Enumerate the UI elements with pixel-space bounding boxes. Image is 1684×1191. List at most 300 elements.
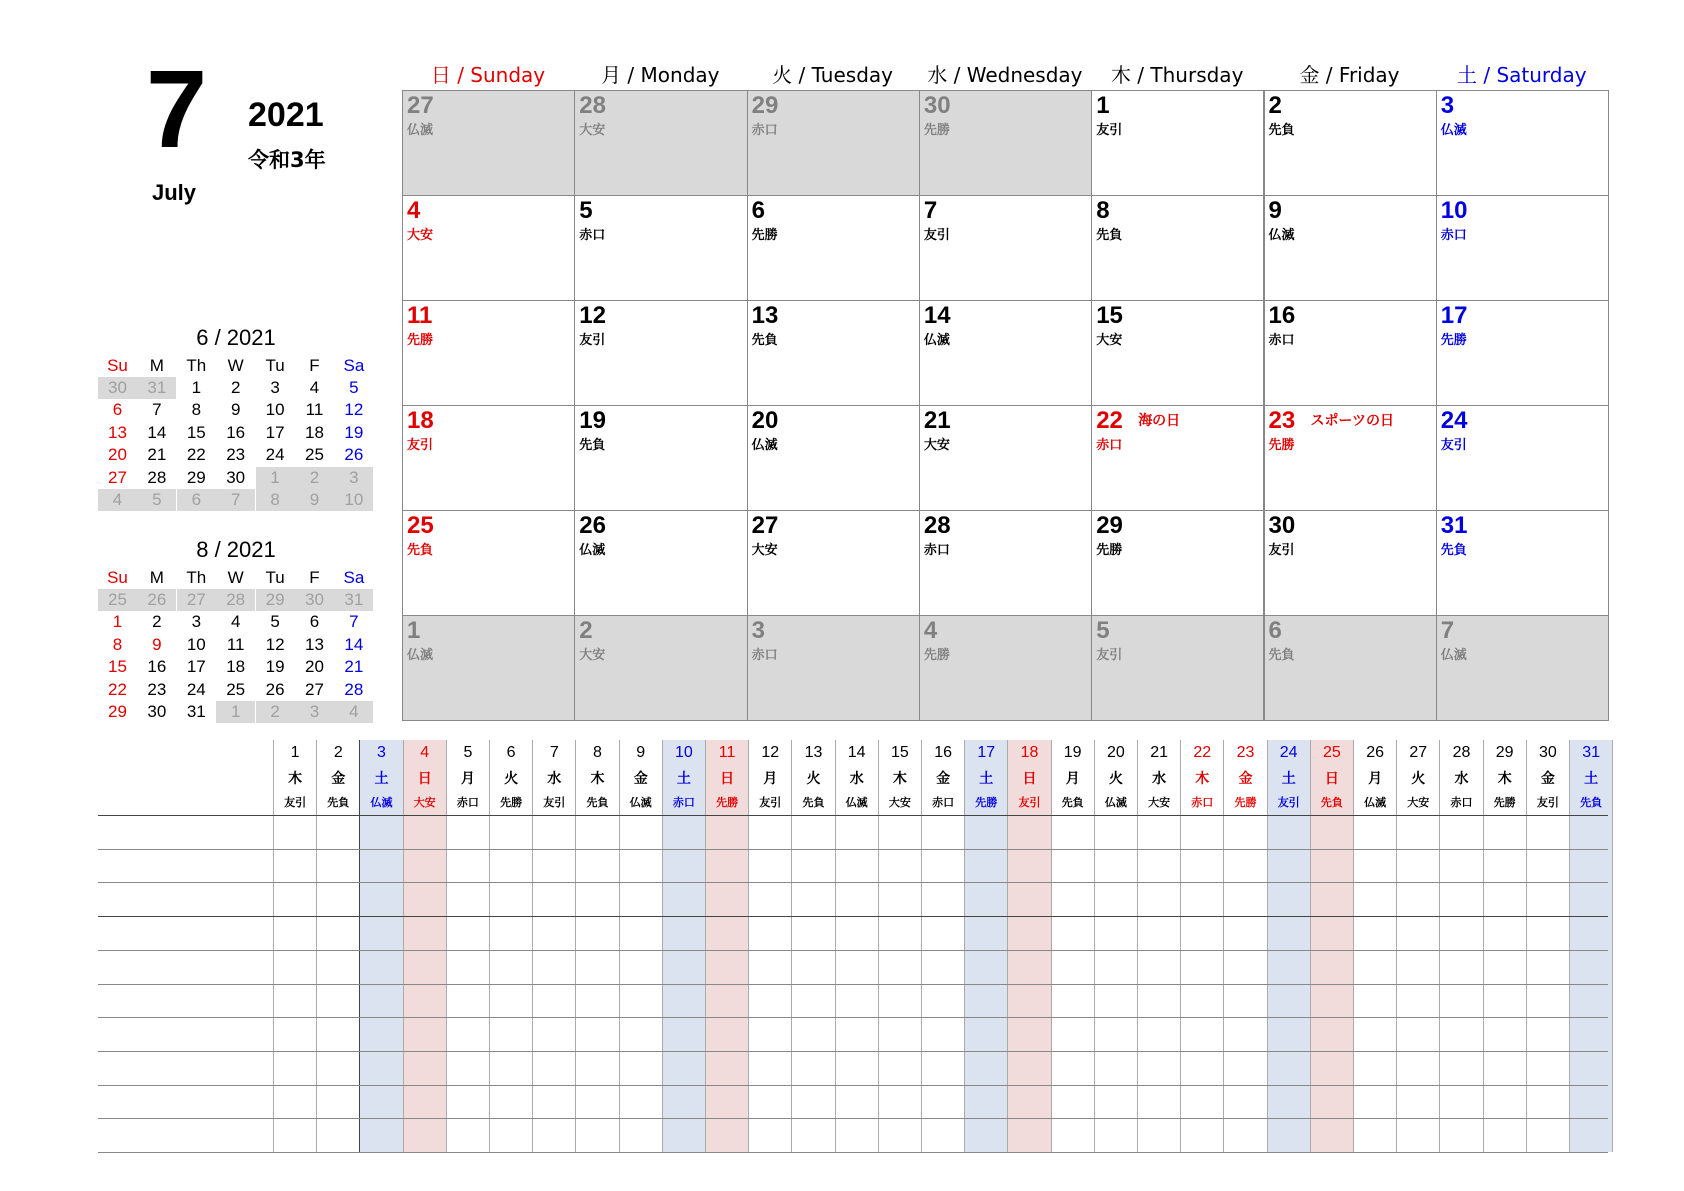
- rokuyo-label: 友引: [1440, 438, 1467, 453]
- rokuyo-label: 先勝: [407, 333, 434, 348]
- schedule-day-number: 30: [1538, 744, 1557, 761]
- rokuyo-label: 赤口: [1440, 228, 1467, 243]
- mini-weekday-label: W: [227, 568, 244, 587]
- rokuyo-label: 大安: [579, 123, 606, 138]
- day-cell[interactable]: [574, 195, 747, 301]
- schedule-rokuyo: 仏滅: [370, 796, 393, 809]
- mini-day: 7: [216, 489, 255, 511]
- weekday-header: 水 / Wednesday: [927, 63, 1083, 87]
- rokuyo-label: 先負: [1268, 123, 1295, 138]
- schedule-entry-row[interactable]: [98, 916, 1608, 950]
- mini-day: 28: [147, 467, 167, 487]
- mini-day: 7: [152, 400, 162, 420]
- mini-day: 4: [309, 378, 320, 397]
- schedule-entry-row[interactable]: [98, 1085, 1608, 1119]
- mini-day: 27: [108, 467, 127, 487]
- day-cell[interactable]: [1264, 195, 1437, 301]
- mini-day: 19: [265, 657, 285, 677]
- schedule-rokuyo: 友引: [1277, 796, 1300, 809]
- schedule-weekday: 金: [936, 771, 951, 787]
- mini-day: 16: [147, 657, 167, 677]
- day-number: 9: [1268, 197, 1282, 224]
- mini-day: 2: [230, 378, 241, 397]
- day-cell[interactable]: [402, 90, 575, 196]
- mini-weekday-label: M: [149, 568, 164, 587]
- weekday-header: 月 / Monday: [601, 63, 720, 87]
- schedule-day-number: 6: [506, 744, 516, 761]
- rokuyo-label: 先負: [1268, 648, 1295, 663]
- mini-day: 8: [112, 634, 123, 654]
- schedule-day-number: 19: [1063, 744, 1082, 761]
- day-number: 1: [1096, 92, 1110, 119]
- mini-day: 27: [305, 679, 324, 699]
- schedule-weekday: 土: [979, 771, 994, 787]
- schedule-rokuyo: 友引: [1018, 796, 1041, 809]
- holiday-name: スポーツの日: [1310, 413, 1394, 429]
- schedule-table: [98, 740, 1608, 1152]
- mini-day: 3: [270, 378, 280, 397]
- day-cell[interactable]: [402, 300, 575, 406]
- day-number: 30: [923, 92, 951, 119]
- day-number: 1: [407, 617, 421, 644]
- mini-day: 6: [309, 612, 320, 632]
- rokuyo-label: 大安: [751, 543, 778, 558]
- mini-weekday-label: Th: [186, 356, 207, 375]
- day-cell[interactable]: [1436, 195, 1609, 301]
- schedule-day-number: 20: [1106, 744, 1125, 761]
- schedule-day-number: 16: [934, 744, 952, 761]
- schedule-weekday: 日: [1324, 771, 1339, 787]
- day-cell[interactable]: [402, 405, 575, 511]
- day-cell[interactable]: [919, 510, 1092, 616]
- day-number: 25: [407, 512, 434, 539]
- schedule-day-number: 7: [549, 744, 559, 761]
- rokuyo-label: 赤口: [923, 543, 950, 558]
- day-number: 18: [407, 407, 434, 434]
- schedule-weekday: 土: [676, 771, 691, 787]
- schedule-row-line: [98, 1152, 1608, 1153]
- schedule-rokuyo: 赤口: [672, 796, 695, 809]
- rokuyo-label: 先勝: [1096, 543, 1123, 558]
- mini-day: 29: [186, 467, 206, 487]
- mini-day: 31: [186, 702, 206, 721]
- schedule-weekday: 月: [1368, 771, 1383, 787]
- mini-day: 21: [147, 445, 167, 465]
- day-cell[interactable]: [1091, 510, 1264, 616]
- schedule-rokuyo: 先勝: [1493, 796, 1516, 809]
- schedule-weekday: 木: [1497, 771, 1512, 787]
- day-number: 5: [579, 197, 593, 224]
- mini-day: 30: [295, 589, 334, 611]
- mini-day: 25: [305, 445, 324, 465]
- day-cell[interactable]: [1436, 615, 1609, 721]
- mini-day: 1: [256, 467, 295, 489]
- schedule-right-border: [1612, 740, 1613, 1152]
- month-name: July: [152, 180, 197, 205]
- day-number: 6: [751, 197, 765, 224]
- mini-weekday-label: M: [149, 356, 164, 375]
- schedule-weekday: 水: [1152, 771, 1167, 787]
- mini-day: 6: [177, 489, 216, 511]
- mini-day: 8: [191, 400, 202, 420]
- day-cell[interactable]: [1264, 300, 1437, 406]
- mini-day: 12: [265, 634, 285, 654]
- schedule-rokuyo: 先勝: [1234, 796, 1257, 809]
- day-cell[interactable]: [1091, 615, 1264, 721]
- mini-day: 30: [98, 377, 137, 399]
- mini-day: 23: [226, 445, 246, 465]
- mini-day: 14: [147, 422, 167, 442]
- mini-day: 4: [98, 489, 137, 511]
- mini-day: 2: [295, 467, 334, 489]
- mini-day: 9: [295, 489, 334, 511]
- day-cell[interactable]: [574, 405, 747, 511]
- schedule-day-number: 26: [1366, 744, 1384, 761]
- rokuyo-label: 先負: [1096, 228, 1123, 243]
- rokuyo-label: 赤口: [579, 228, 606, 243]
- rokuyo-label: 仏滅: [407, 123, 434, 138]
- day-cell[interactable]: [574, 615, 747, 721]
- day-number: 7: [923, 197, 938, 224]
- day-number: 14: [923, 302, 951, 329]
- mini-day: 4: [334, 701, 373, 723]
- day-number: 24: [1440, 407, 1468, 434]
- rokuyo-label: 赤口: [751, 648, 778, 663]
- schedule-day-number: 29: [1495, 744, 1514, 761]
- day-number: 3: [1440, 92, 1455, 119]
- mini-day: 5: [270, 612, 280, 632]
- day-number: 29: [1096, 512, 1123, 539]
- day-cell[interactable]: [1091, 300, 1264, 406]
- mini-day: 26: [265, 679, 285, 699]
- mini-calendar-title: 8 / 2021: [196, 537, 276, 562]
- schedule-rokuyo: 先勝: [975, 796, 998, 809]
- day-cell[interactable]: [747, 300, 920, 406]
- day-cell[interactable]: [747, 90, 920, 196]
- mini-day: 15: [108, 657, 127, 677]
- schedule-weekday: 日: [1022, 771, 1037, 787]
- schedule-weekday: 火: [806, 771, 821, 787]
- schedule-rokuyo: 赤口: [1191, 796, 1214, 809]
- rokuyo-label: 赤口: [751, 123, 778, 138]
- mini-weekday-label: Sa: [343, 356, 365, 375]
- schedule-day-number: 28: [1452, 744, 1471, 761]
- day-cell[interactable]: [919, 300, 1092, 406]
- mini-day: 3: [334, 467, 373, 489]
- day-cell[interactable]: [1436, 510, 1609, 616]
- schedule-weekday: 金: [331, 771, 346, 787]
- mini-day: 1: [112, 612, 123, 632]
- day-number: 17: [1440, 302, 1468, 329]
- weekday-header: 火 / Tuesday: [772, 63, 893, 87]
- rokuyo-label: 先勝: [1440, 333, 1467, 348]
- schedule-day-number: 11: [718, 744, 736, 761]
- schedule-day-number: 25: [1322, 744, 1341, 761]
- rokuyo-label: 赤口: [1268, 333, 1295, 348]
- mini-day: 11: [305, 400, 324, 420]
- day-number: 3: [751, 617, 765, 644]
- schedule-entry-row[interactable]: [98, 1017, 1608, 1051]
- schedule-day-number: 14: [847, 744, 866, 761]
- schedule-day-number: 2: [333, 744, 343, 761]
- rokuyo-label: 先勝: [923, 648, 950, 663]
- mini-weekday-label: Su: [107, 568, 128, 587]
- day-number: 31: [1440, 512, 1468, 539]
- mini-day: 1: [216, 701, 255, 723]
- schedule-entry-row[interactable]: [98, 1118, 1608, 1152]
- rokuyo-label: 先負: [407, 543, 434, 558]
- mini-weekday-label: W: [227, 356, 244, 375]
- day-cell[interactable]: [1264, 90, 1437, 196]
- schedule-entry-row[interactable]: [98, 984, 1608, 1018]
- rokuyo-label: 先勝: [751, 228, 778, 243]
- month-number: 7: [146, 48, 208, 171]
- schedule-weekday: 火: [1411, 771, 1426, 787]
- schedule-rokuyo: 大安: [1148, 796, 1171, 809]
- day-number: 28: [579, 92, 606, 119]
- schedule-rokuyo: 仏滅: [1104, 796, 1127, 809]
- mini-day: 6: [112, 400, 123, 420]
- day-cell[interactable]: [1264, 510, 1437, 616]
- schedule-rokuyo: 先負: [1580, 796, 1603, 809]
- schedule-rokuyo: 先負: [1320, 796, 1343, 809]
- day-cell[interactable]: [1264, 405, 1437, 511]
- weekday-header: 金 / Friday: [1299, 63, 1400, 87]
- mini-weekday-label: F: [309, 356, 320, 375]
- rokuyo-label: 友引: [407, 438, 434, 453]
- day-cell[interactable]: [574, 510, 747, 616]
- day-number: 4: [923, 617, 938, 644]
- rokuyo-label: 先負: [1440, 543, 1467, 558]
- schedule-rokuyo: 先負: [586, 796, 609, 809]
- mini-day: 27: [177, 589, 216, 611]
- mini-weekday-label: Th: [186, 568, 207, 587]
- day-number: 19: [579, 407, 606, 434]
- mini-day: 2: [152, 612, 162, 632]
- schedule-weekday: 木: [892, 771, 907, 787]
- month-grid: [402, 90, 1608, 720]
- schedule-rokuyo: 大安: [413, 796, 436, 809]
- schedule-weekday: 水: [547, 771, 562, 787]
- rokuyo-label: 友引: [923, 228, 950, 243]
- rokuyo-label: 先勝: [923, 123, 950, 138]
- schedule-rokuyo: 仏滅: [845, 796, 868, 809]
- schedule-day-number: 17: [977, 744, 996, 761]
- rokuyo-label: 仏滅: [751, 438, 778, 453]
- mini-day: 21: [344, 657, 364, 677]
- day-number: 23: [1268, 407, 1296, 434]
- rokuyo-label: 仏滅: [407, 648, 434, 663]
- schedule-day-number: 15: [890, 744, 909, 761]
- era-year: 令和3年: [248, 148, 326, 172]
- schedule-day-number: 22: [1193, 744, 1212, 761]
- mini-day: 2: [256, 701, 295, 723]
- mini-day: 22: [186, 445, 206, 465]
- schedule-rokuyo: 赤口: [932, 796, 955, 809]
- mini-day: 26: [137, 589, 176, 611]
- schedule-weekday: 日: [720, 771, 735, 787]
- mini-day: 15: [186, 422, 206, 442]
- day-cell[interactable]: [1091, 195, 1264, 301]
- day-cell[interactable]: [747, 615, 920, 721]
- mini-day: 9: [230, 400, 241, 420]
- mini-day: 10: [186, 634, 206, 654]
- mini-day: 13: [305, 634, 324, 654]
- mini-day: 12: [344, 400, 364, 420]
- rokuyo-label: 仏滅: [1440, 123, 1467, 138]
- mini-calendar-title: 6 / 2021: [196, 325, 276, 350]
- mini-day: 24: [265, 445, 285, 465]
- mini-day: 29: [108, 702, 127, 721]
- schedule-weekday: 金: [633, 771, 648, 787]
- schedule-day-number: 18: [1020, 744, 1039, 761]
- schedule-entry-row[interactable]: [98, 1051, 1608, 1085]
- mini-day: 11: [226, 634, 245, 654]
- mini-day: 31: [137, 377, 176, 399]
- day-number: 10: [1440, 197, 1468, 224]
- day-number: 30: [1268, 512, 1296, 539]
- day-cell[interactable]: [747, 405, 920, 511]
- day-cell[interactable]: [747, 510, 920, 616]
- day-number: 21: [923, 407, 951, 434]
- schedule-day-number: 13: [804, 744, 823, 761]
- day-cell[interactable]: [402, 615, 575, 721]
- mini-weekday-label: Tu: [265, 568, 285, 587]
- mini-day: 20: [108, 445, 127, 465]
- weekday-header: 日 / Sunday: [430, 63, 546, 87]
- mini-day: 24: [186, 679, 206, 699]
- rokuyo-label: 先勝: [1268, 438, 1295, 453]
- mini-day: 18: [226, 657, 246, 677]
- schedule-day-number: 1: [290, 744, 300, 761]
- schedule-weekday: 土: [1584, 771, 1599, 787]
- day-number: 15: [1096, 302, 1123, 329]
- mini-day: 23: [147, 679, 167, 699]
- mini-day: 14: [344, 634, 364, 654]
- mini-day: 16: [226, 422, 246, 442]
- mini-weekday-label: Tu: [265, 356, 285, 375]
- schedule-rokuyo: 友引: [543, 796, 566, 809]
- schedule-weekday: 月: [1065, 771, 1080, 787]
- day-number: 2: [579, 617, 593, 644]
- rokuyo-label: 仏滅: [579, 543, 606, 558]
- day-cell[interactable]: [402, 195, 575, 301]
- mini-day: 25: [98, 589, 137, 611]
- day-cell[interactable]: [1091, 90, 1264, 196]
- mini-day: 28: [216, 589, 255, 611]
- mini-day: 3: [295, 701, 334, 723]
- schedule-day-number: 4: [420, 744, 430, 761]
- day-cell[interactable]: [574, 300, 747, 406]
- day-number: 8: [1096, 197, 1110, 224]
- day-cell[interactable]: [1436, 300, 1609, 406]
- weekday-header: 木 / Thursday: [1110, 63, 1244, 87]
- mini-day: 17: [265, 422, 285, 442]
- rokuyo-label: 赤口: [1096, 438, 1123, 453]
- day-number: 26: [579, 512, 606, 539]
- day-number: 4: [407, 197, 421, 224]
- day-number: 28: [923, 512, 951, 539]
- mini-day: 19: [344, 422, 364, 442]
- day-cell[interactable]: [919, 195, 1092, 301]
- schedule-entry-row[interactable]: [98, 849, 1608, 883]
- mini-day: 25: [226, 679, 246, 699]
- schedule-day-number: 21: [1150, 744, 1168, 761]
- day-cell[interactable]: [919, 90, 1092, 196]
- schedule-weekday: 木: [288, 771, 303, 787]
- schedule-weekday: 水: [849, 771, 864, 787]
- mini-day: 30: [147, 702, 167, 721]
- schedule-rokuyo: 友引: [759, 796, 782, 809]
- day-number: 5: [1096, 617, 1110, 644]
- schedule-entry-row[interactable]: [98, 950, 1608, 984]
- schedule-weekday: 月: [763, 771, 778, 787]
- schedule-weekday: 土: [374, 771, 389, 787]
- day-number: 16: [1268, 302, 1296, 329]
- schedule-weekday: 月: [460, 771, 475, 787]
- day-cell[interactable]: [1091, 405, 1264, 511]
- rokuyo-label: 大安: [407, 228, 434, 243]
- mini-day: 30: [226, 467, 246, 487]
- mini-day: 9: [152, 634, 162, 654]
- mini-day: 3: [191, 612, 202, 632]
- weekday-header: 土 / Saturday: [1457, 63, 1587, 87]
- day-cell[interactable]: [1264, 615, 1437, 721]
- schedule-rokuyo: 大安: [1407, 796, 1430, 809]
- day-cell[interactable]: [574, 90, 747, 196]
- schedule-entry-row[interactable]: [98, 815, 1608, 849]
- mini-day: 26: [344, 445, 364, 465]
- schedule-day-number: 8: [593, 744, 602, 761]
- schedule-rokuyo: 友引: [1536, 796, 1559, 809]
- schedule-day-number: 3: [377, 744, 386, 761]
- schedule-rokuyo: 先負: [802, 796, 825, 809]
- rokuyo-label: 先負: [751, 333, 778, 348]
- year: 2021: [248, 96, 324, 134]
- mini-day: 13: [108, 422, 127, 442]
- day-number: 22: [1096, 407, 1123, 434]
- schedule-rokuyo: 赤口: [456, 796, 479, 809]
- day-number: 20: [751, 407, 779, 434]
- schedule-weekday: 金: [1238, 771, 1253, 787]
- day-cell[interactable]: [747, 195, 920, 301]
- day-number: 2: [1268, 92, 1282, 119]
- schedule-day-number: 27: [1409, 744, 1428, 761]
- schedule-entry-row[interactable]: [98, 882, 1608, 916]
- schedule-day-number: 9: [636, 744, 646, 761]
- day-cell[interactable]: [1436, 90, 1609, 196]
- mini-day: 1: [191, 378, 202, 397]
- mini-day: 31: [334, 589, 373, 611]
- schedule-day-number: 31: [1582, 744, 1600, 761]
- rokuyo-label: 先負: [579, 438, 606, 453]
- day-cell[interactable]: [919, 615, 1092, 721]
- day-cell[interactable]: [1436, 405, 1609, 511]
- schedule-weekday: 火: [504, 771, 519, 787]
- mini-day: 22: [108, 679, 127, 699]
- mini-day: 10: [265, 400, 285, 420]
- rokuyo-label: 友引: [1268, 543, 1295, 558]
- schedule-rokuyo: 赤口: [1450, 796, 1473, 809]
- mini-day: 10: [334, 489, 373, 511]
- day-number: 13: [751, 302, 779, 329]
- mini-weekday-label: Su: [107, 356, 128, 375]
- day-cell[interactable]: [402, 510, 575, 616]
- mini-day: 20: [305, 657, 324, 677]
- schedule-day-number: 24: [1279, 744, 1298, 761]
- day-cell[interactable]: [919, 405, 1092, 511]
- rokuyo-label: 仏滅: [923, 333, 950, 348]
